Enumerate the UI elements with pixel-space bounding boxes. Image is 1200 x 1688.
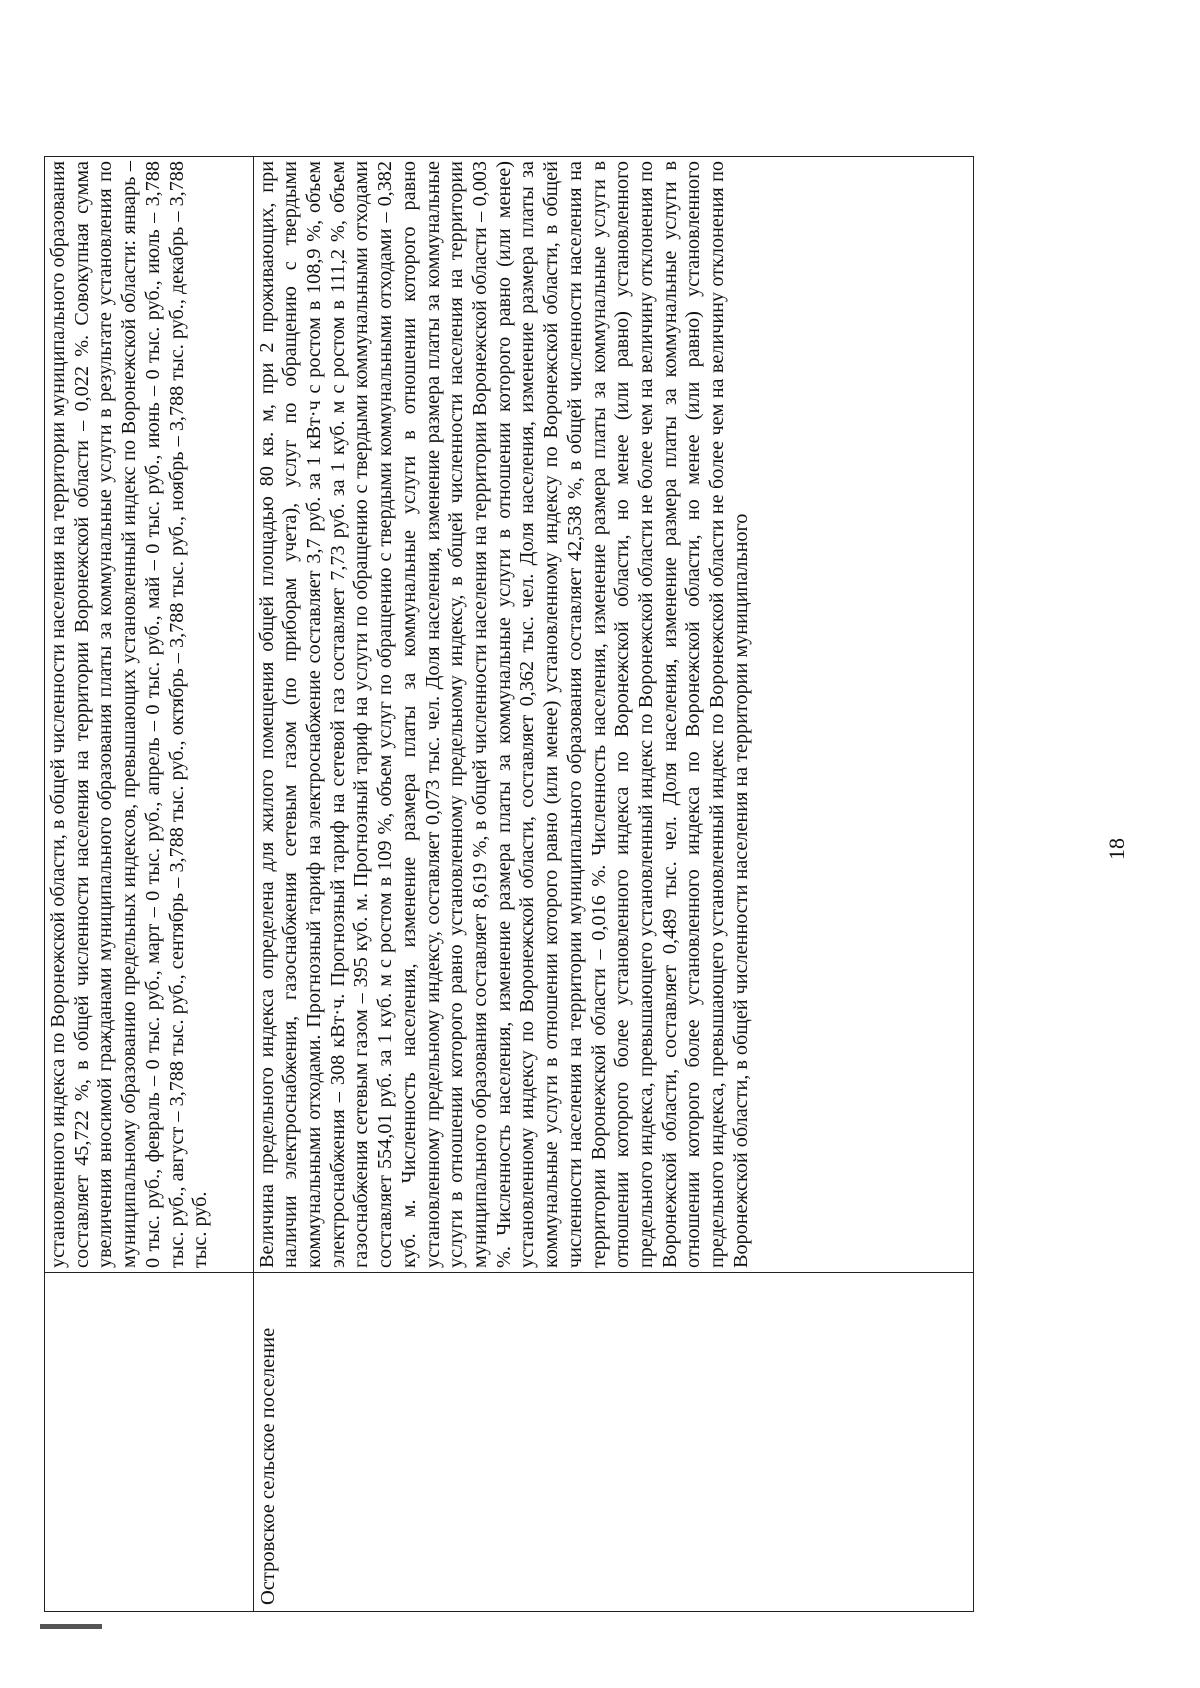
data-table (44, 156, 974, 1612)
table-row (253, 157, 973, 1612)
table-cell-text (45, 157, 254, 1273)
table-cell-text (253, 157, 973, 1273)
row-label: Островское сельское поселение (256, 1327, 279, 1605)
table-row (45, 157, 254, 1612)
table-cell-label (45, 1273, 254, 1612)
scan-artifact (40, 1624, 102, 1629)
table-cell-label (253, 1273, 973, 1612)
row-text: установленного индекса по Воронежской области, в общей численности населения на территории муниципального образования составляет 45,722 %, в общей численности населения на территории Воронежской области – 0,022 %. Совокупная сумма увеличения вносимой гражданами муниципального образования платы за коммунальные услуги в результате установления по муниципальному образованию предельных индексов, превышающих установленный индекс по Воронежской области: январь – 0 тыс. руб., февраль – 0 тыс. руб., март – 0 тыс. руб., апрель – 0 тыс. руб., май – 0 тыс. руб., июнь – 0 тыс. руб., июль – 3,788 тыс. руб., август – 3,788 тыс. руб., сентябрь – 3,788 тыс. руб., октябрь – 3,788 тыс. руб., ноябрь – 3,788 тыс. руб., декабрь – 3,788 тыс. руб. (47, 161, 212, 1268)
row-text: Величина предельного индекса определена для жилого помещения общей площадью 80 кв. м, при 2 проживающих, при наличии электроснабжения, газоснабжения сетевым газом (по приборам учета), услуг по обращению с твердыми коммунальными отходами. Прогнозный тариф на электроснабжение составляет 3,7 руб. за 1 кВт·ч с ростом в 108,9 %, объем электроснабжения – 308 кВт·ч. Прогнозный тариф на сетевой газ составляет 7,73 руб. за 1 куб. м с ростом в 111,2 %, объем газоснабжения сетевым газом – 395 куб. м. Прогнозный тариф на услуги по обращению с твердыми коммунальными отходами составляет 554,01 руб. за 1 куб. м с ростом в 109 %, объем услуг по обращению с твердыми коммунальными отходами – 0,382 куб. м. Численность населения, изменение размера платы за коммунальные услуги в отношении которого равно установленному предельному индексу, составляет 0,073 тыс. чел. Доля населения, изменение размера платы за коммунальные услуги в отношении которого равно установленному предельному индексу, в общей численности населения на территории муниципального образования составляет 8,619 %, в общей численности населения на территории Воронежской области – 0,003 %. Численность населения, изменение размера платы за коммунальные услуги в отношении которого равно (или менее) установленному индексу по Воронежской области, составляет 0,362 тыс. чел. Доля населения, изменение размера платы за коммунальные услуги в отношении которого равно (или менее) установленному индексу по Воронежской области, в общей численности населения на территории муниципального образования составляет 42,538 %, в общей численности населения на территории Воронежской области – 0,016 %. Численность населения, изменение размера платы за коммунальные услуги в отношении которого более установленного индекса по Воронежской области, но менее (или равно) установленного предельного индекса, превышающего установленный индекс по Воронежской области не более чем на величину отклонения по Воронежской области, составляет 0,489 тыс. чел. Доля населения, изменение размера платы за коммунальные услуги в отношении которого более установленного индекса по Воронежской области, но менее (или равно) установленного предельного индекса, превышающего установленный индекс по Воронежской области не более чем на величину отклонения по Воронежской области, в общей численности населения на территории муниципального (255, 161, 752, 1268)
page-number: 18 (1104, 838, 1129, 860)
